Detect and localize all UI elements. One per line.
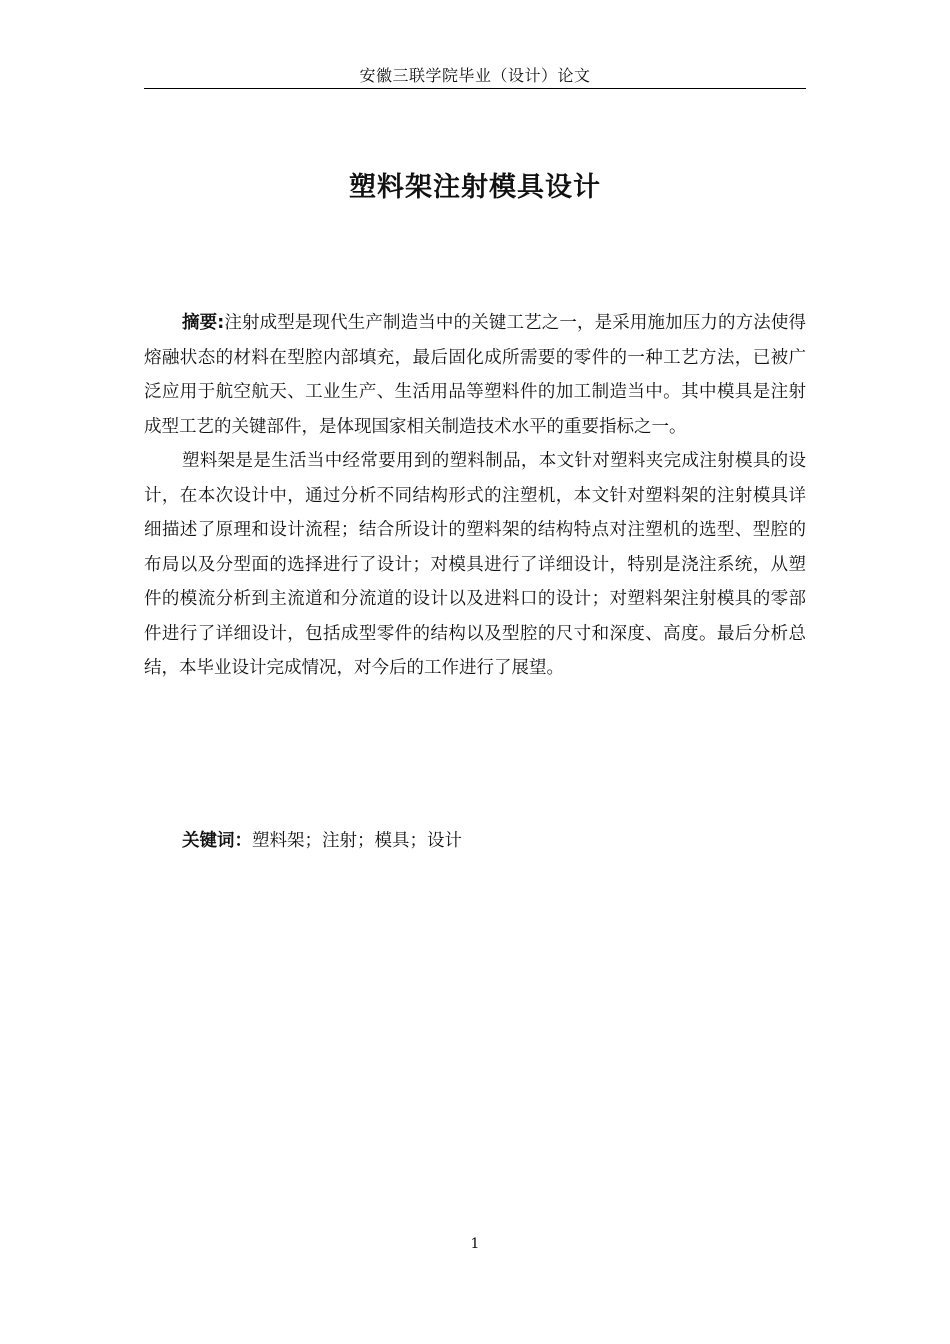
abstract-paragraph-1 [144,306,806,444]
running-header: 安徽三联学院毕业（设计）论文 [359,66,591,85]
document-title: 塑料架注射模具设计 [349,172,601,203]
keywords-line [182,824,806,858]
abstract-paragraph-2: 塑料架是是生活当中经常要用到的塑料制品，本文针对塑料夹完成注射模具的设计，在本次设计中，通过分析不同结构形式的注塑机，本文针对塑料架的注射模具详细描述了原理和设计流程；结合所设计的塑料架的结构特点对注塑机的选型、型腔的布局以及分型面的选择进行了设计；对模具进行了详细设计，特别是浇注系统，从塑件的模流分析到主流道和分流道的设计以及进料口的设计；对塑料架注射模具的零部件进行了详细设计，包括成型零件的结构以及型腔的尺寸和深度、高度。最后分析总结，本毕业设计完成情况，对今后的工作进行了展望。 [144,451,806,678]
keywords-label: 关键词： [182,831,252,851]
abstract-label: 摘要: [182,313,225,333]
abstract-section [144,306,806,686]
header-rule [144,88,806,89]
page-number: 1 [470,1236,480,1252]
keywords-value: 塑料架；注射；模具；设计 [252,831,462,851]
abstract-paragraph-1-text: 注射成型是现代生产制造当中的关键工艺之一，是采用施加压力的方法使得熔融状态的材料在型腔内部填充，最后固化成所需要的零件的一种工艺方法，已被广泛应用于航空航天、工业生产、生活用品等塑料件的加工制造当中。其中模具是注射成型工艺的关键部件，是体现国家相关制造技术水平的重要指标之一。 [144,313,807,437]
